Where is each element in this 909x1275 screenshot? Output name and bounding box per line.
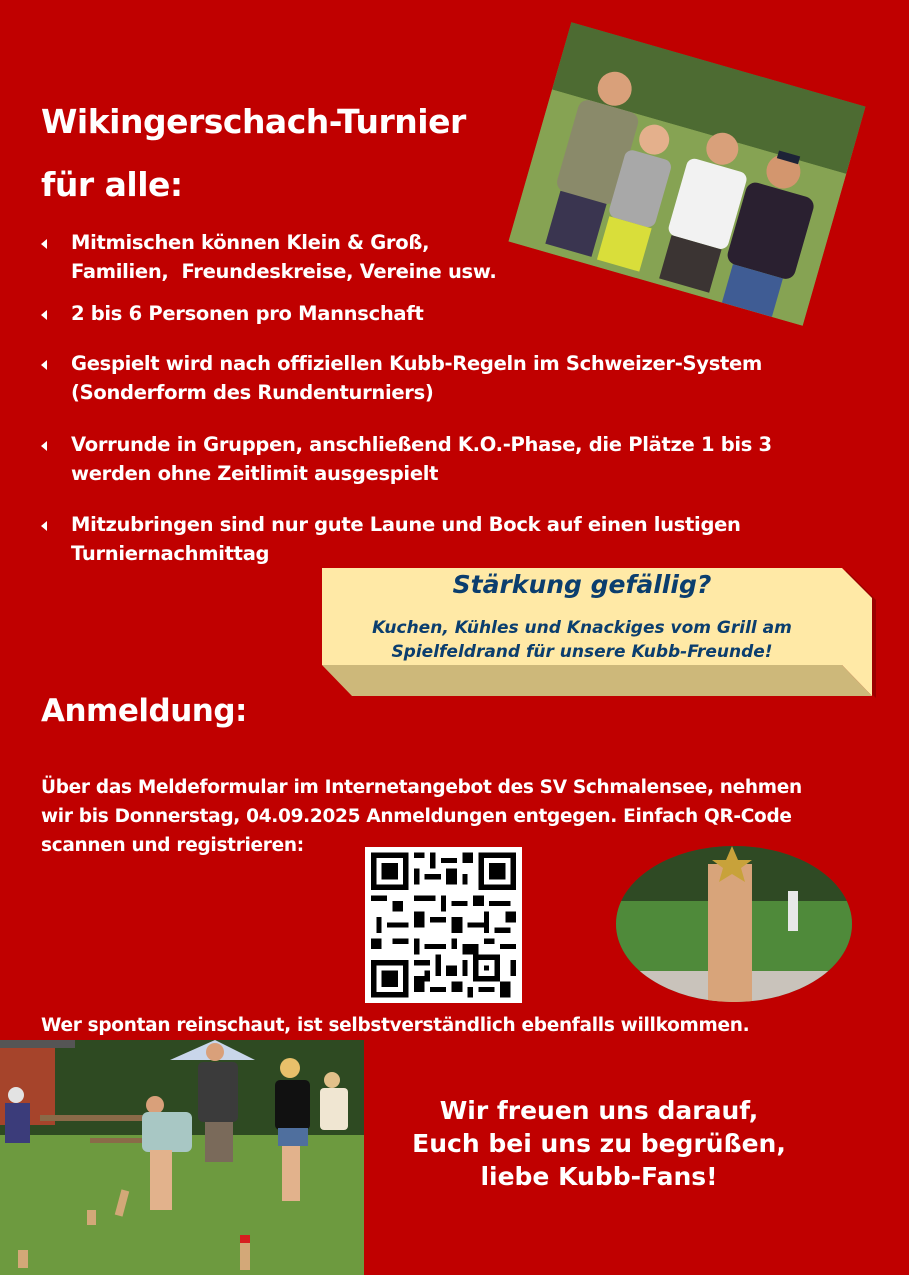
list-item-text: Vorrunde in Gruppen, anschließend K.O.-Phase, die Plätze 1 bis 3 xyxy=(71,433,772,456)
page-title-line-1: Wikingerschach-Turnier xyxy=(41,102,466,141)
list-item-text: 2 bis 6 Personen pro Mannschaft xyxy=(71,302,424,325)
registration-line-2: wir bis Donnerstag, 04.09.2025 Anmeldungen entgegen. Einfach QR-Code xyxy=(41,806,792,827)
list-item-text: werden ohne Zeitlimit ausgespielt xyxy=(71,462,439,485)
callout-line-2: Spielfeldrand für unsere Kubb-Freunde! xyxy=(391,642,773,662)
trophy-photo xyxy=(616,846,852,1002)
refreshments-callout xyxy=(322,568,876,698)
team-photo xyxy=(509,22,866,326)
closing-line-2: Euch bei uns zu begrüßen, xyxy=(412,1129,786,1158)
list-item-text: Mitmischen können Klein & Groß, xyxy=(71,231,430,254)
list-item-text: Familien, Freundeskreise, Vereine usw. xyxy=(71,260,497,283)
list-item-text: Mitzubringen sind nur gute Laune und Bock auf einen lustigen xyxy=(71,513,741,536)
list-item-text: (Sonderform des Rundenturniers) xyxy=(71,381,434,404)
list-item-text: Gespielt wird nach offiziellen Kubb-Regeln im Schweizer-System xyxy=(71,352,762,375)
registration-line-1: Über das Meldeformular im Internetangebot des SV Schmalensee, nehmen xyxy=(41,777,802,798)
list-item-text: Turniernachmittag xyxy=(71,542,270,565)
triangle-left-icon xyxy=(41,360,47,370)
registration-heading: Anmeldung: xyxy=(41,693,247,729)
closing-line-1: Wir freuen uns darauf, xyxy=(439,1096,759,1125)
closing-line-3: liebe Kubb-Fans! xyxy=(480,1162,718,1191)
closing-message xyxy=(389,1094,809,1193)
triangle-left-icon xyxy=(41,521,47,531)
walk-in-note: Wer spontan reinschaut, ist selbstverständlich ebenfalls willkommen. xyxy=(41,1015,750,1036)
triangle-left-icon xyxy=(41,239,47,249)
qr-code[interactable] xyxy=(365,847,522,1003)
page-title-line-2: für alle: xyxy=(41,165,183,204)
triangle-left-icon xyxy=(41,441,47,451)
kubb-game-photo xyxy=(0,1040,364,1275)
registration-line-3: scannen und registrieren: xyxy=(41,835,304,856)
callout-title: Stärkung gefällig? xyxy=(452,570,712,599)
callout-line-1: Kuchen, Kühles und Knackiges vom Grill am xyxy=(372,618,792,638)
triangle-left-icon xyxy=(41,310,47,320)
callout-body xyxy=(322,616,842,664)
